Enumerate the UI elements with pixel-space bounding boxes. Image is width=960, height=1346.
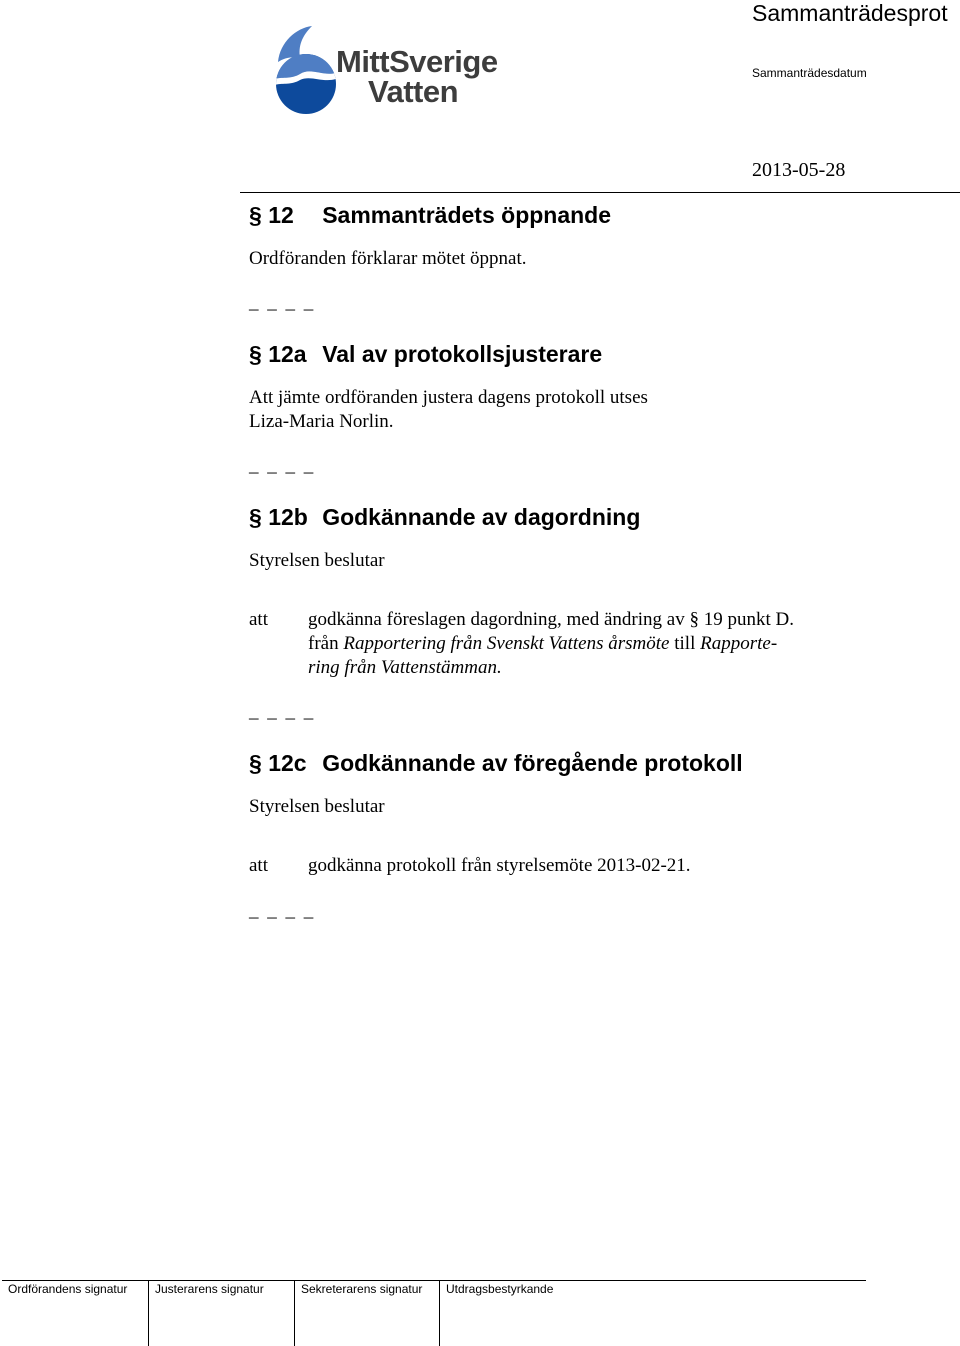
section-text (249, 386, 648, 434)
meeting-date-label: Sammanträdesdatum (752, 66, 867, 80)
section-heading-12b (249, 504, 640, 531)
signature-box-chairman (2, 1280, 148, 1346)
section-text-line: Liza-Maria Norlin. (249, 411, 394, 432)
section-separator: _ _ _ _ (249, 292, 316, 313)
decision-line (308, 632, 868, 656)
section-number: 12b (268, 504, 308, 530)
section-separator: _ _ _ _ (249, 900, 316, 921)
document-title: Sammanträdesprot (752, 0, 948, 26)
decision-label: att (249, 855, 268, 876)
section-text-line: Att jämte ordföranden justera dagens protokoll utses (249, 387, 648, 408)
section-title: Val av protokollsjusterare (322, 341, 603, 367)
decision-fragment-italic: Rapporte- (700, 633, 778, 654)
decision-text (308, 854, 868, 878)
decision-label: att (249, 609, 268, 630)
decision-line: godkänna protokoll från styrelsemöte 2013-02-21. (308, 855, 691, 876)
paragraph-symbol-icon: § (249, 750, 262, 776)
section-heading-12c (249, 750, 743, 777)
section-title: Godkännande av föregående protokoll (322, 750, 743, 776)
decision-fragment: till (669, 633, 701, 654)
water-drop-logo-icon (272, 22, 342, 124)
paragraph-symbol-icon: § (249, 341, 262, 367)
section-number: 12 (268, 202, 294, 228)
section-text: Styrelsen beslutar (249, 550, 385, 571)
signature-box-secretary (294, 1280, 439, 1346)
logo-text-line2: Vatten (368, 74, 459, 109)
decision-fragment-italic: ring från Vattenstämman. (308, 657, 502, 678)
signature-label: Sekreterarens signatur (301, 1282, 423, 1296)
decision-line (308, 656, 868, 680)
decision-fragment: från (308, 633, 344, 654)
section-number: 12c (268, 750, 307, 776)
signature-label: Ordförandens signatur (8, 1282, 128, 1296)
signature-box-adjuster (148, 1280, 294, 1346)
section-heading-12a (249, 341, 602, 368)
section-text: Ordföranden förklarar mötet öppnat. (249, 248, 527, 269)
decision-fragment-italic: Rapportering från Svenskt Vattens årsmöte (343, 633, 670, 654)
section-title: Sammanträdets öppnande (322, 202, 612, 228)
paragraph-symbol-icon: § (249, 504, 262, 530)
paragraph-symbol-icon: § (249, 202, 262, 228)
meeting-date-value: 2013-05-28 (752, 159, 846, 181)
section-heading-12 (249, 202, 611, 229)
company-logo (272, 22, 502, 124)
section-number: 12a (268, 341, 307, 367)
header-divider (240, 192, 960, 193)
section-text: Styrelsen beslutar (249, 796, 385, 817)
signature-box-certification (439, 1280, 866, 1346)
signature-label: Utdragsbestyrkande (446, 1282, 554, 1296)
signature-label: Justerarens signatur (155, 1282, 264, 1296)
decision-line: godkänna föreslagen dagordning, med ändring av § 19 punkt D. (308, 609, 794, 630)
section-title: Godkännande av dagordning (322, 504, 641, 530)
decision-text (308, 608, 868, 680)
logo-text-line1: MittSverige (336, 44, 498, 79)
section-separator: _ _ _ _ (249, 701, 316, 722)
section-separator: _ _ _ _ (249, 455, 316, 476)
